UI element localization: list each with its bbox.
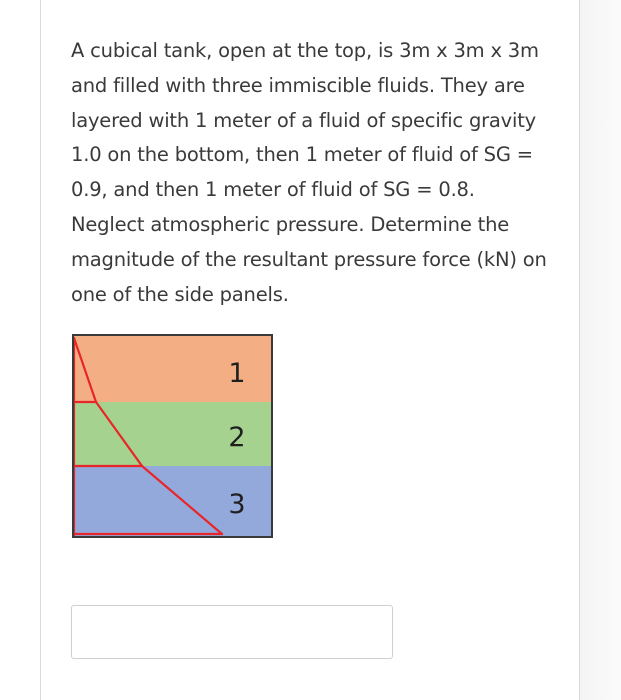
question-text: A cubical tank, open at the top, is 3m x 3m x 3m and filled with three immiscible fluids. They are layered with 1 meter of a fluid of specific gravity 1.0 on the bottom, then 1 meter of fluid of SG = 0.9, and then 1 meter of fluid of SG = 0.8. Neglect atmospheric pressure. Determine the magnitude of the resultant pressure force (kN) on one of the side panels. — [71, 39, 547, 306]
layer-label-1: 1 — [228, 358, 246, 389]
page-gutter — [580, 0, 621, 700]
answer-input[interactable] — [71, 605, 393, 659]
layer-label-3: 3 — [228, 489, 246, 520]
layer-label-2: 2 — [228, 422, 246, 453]
tank-pressure-diagram — [72, 334, 274, 540]
